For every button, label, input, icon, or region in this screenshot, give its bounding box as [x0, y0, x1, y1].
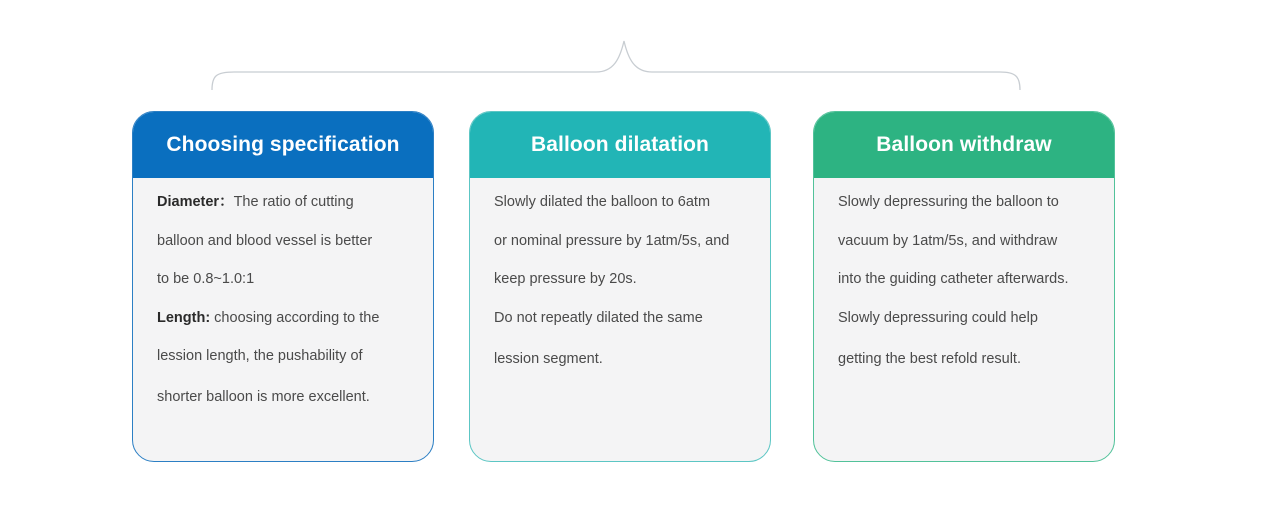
text-line: into the guiding catheter afterwards. — [838, 271, 1069, 287]
card-balloon-dilatation — [469, 111, 771, 462]
text-line: shorter balloon is more excellent. — [157, 389, 370, 405]
label-diameter: Diameter — [157, 194, 220, 210]
label-separator: ： — [219, 194, 234, 210]
text-line: lession segment. — [494, 350, 603, 367]
text-line: Slowly depressuring could help — [838, 309, 1038, 326]
text-line — [157, 304, 411, 343]
text-line — [157, 188, 411, 227]
card-choosing-specification — [132, 111, 434, 462]
card-title: Choosing specification — [133, 112, 433, 178]
grouping-brace — [0, 0, 1264, 100]
brace-path — [212, 41, 1020, 90]
line-text: The ratio of cutting — [233, 194, 354, 210]
card-body — [470, 178, 770, 383]
label-length: Length: — [157, 309, 211, 326]
text-line: Slowly dilated the balloon to 6atm — [494, 194, 711, 210]
card-balloon-withdraw — [813, 111, 1115, 462]
text-line: or nominal pressure by 1atm/5s, and — [494, 232, 730, 249]
text-line: getting the best refold result. — [838, 350, 1021, 367]
text-line: lession length, the pushability of — [157, 348, 363, 364]
text-line: Slowly depressuring the balloon to — [838, 194, 1059, 210]
line-text: choosing according to the — [210, 309, 380, 326]
text-line: vacuum by 1atm/5s, and withdraw — [838, 232, 1058, 249]
text-line: to be 0.8~1.0:1 — [157, 271, 255, 287]
card-title: Balloon dilatation — [470, 112, 770, 178]
card-title: Balloon withdraw — [814, 112, 1114, 178]
text-line: keep pressure by 20s. — [494, 271, 637, 287]
card-body — [814, 178, 1114, 383]
text-line: Do not repeatly dilated the same — [494, 309, 703, 326]
card-body — [133, 178, 433, 422]
text-line: balloon and blood vessel is better — [157, 232, 373, 249]
